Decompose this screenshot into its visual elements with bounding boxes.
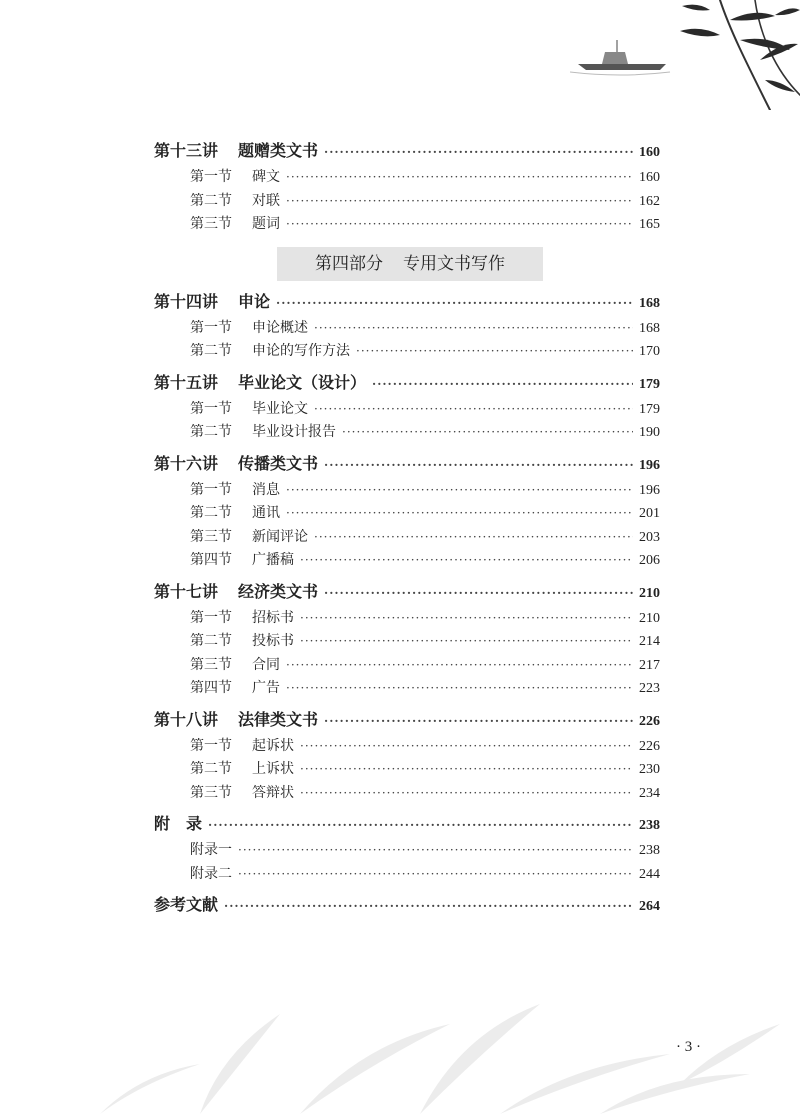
page-number: 160 [639, 170, 660, 185]
page-number: 196 [639, 457, 660, 473]
leader-dots [324, 137, 633, 167]
toc-section[interactable]: 第一节 招标书 ····· 210 [154, 607, 660, 631]
leader-dots [286, 190, 633, 214]
page-number: 206 [639, 553, 660, 568]
page-number: 168 [639, 295, 660, 311]
footer-page-number: · 3 · [676, 1039, 701, 1055]
toc-section[interactable]: 第二节 投标书 ····· 214 [154, 630, 660, 654]
page-number: 160 [639, 145, 660, 160]
toc-appendix[interactable] [154, 809, 660, 839]
page-number: 226 [639, 738, 660, 754]
leader-dots [286, 654, 633, 678]
page-number: 168 [639, 320, 660, 336]
table-of-contents [154, 132, 660, 920]
page-number: 190 [639, 425, 660, 440]
references-heading: 参考文献 [154, 895, 219, 914]
toc-section[interactable]: 第四节 广告 ····· 223 [154, 677, 660, 701]
leader-dots [300, 735, 633, 759]
toc-section[interactable]: 第一节 碑文 ····· 160 [154, 166, 660, 190]
part-heading-band [277, 247, 543, 281]
toc-lecture-17[interactable] [154, 577, 660, 607]
toc-lecture-16[interactable] [154, 449, 660, 479]
leader-dots [286, 213, 633, 237]
leader-dots [238, 839, 633, 863]
toc-section[interactable]: 第一节 起诉状 ····· 226 [154, 735, 660, 759]
leader-dots [300, 782, 633, 806]
leader-dots [314, 398, 633, 422]
leader-dots [208, 810, 633, 840]
toc-lecture-18[interactable] [154, 705, 660, 735]
toc-section[interactable]: 第一节 消息 ····· 196 [154, 479, 660, 503]
leader-dots [300, 758, 633, 782]
bamboo-boat-illustration-icon [570, 0, 800, 110]
toc-section[interactable]: 第四节 广播稿 ····· 206 [154, 549, 660, 573]
lecture-heading: 第十八讲 法律类文书 [154, 709, 319, 729]
leader-dots [286, 677, 633, 701]
page-number: 238 [639, 818, 660, 833]
toc-section[interactable]: 第三节 新闻评论 ····· 203 [154, 526, 660, 550]
toc-appendix-item[interactable]: 附录一 ····· 238 [154, 839, 660, 863]
leader-dots [314, 526, 633, 550]
page-number: 179 [639, 401, 660, 417]
lecture-heading: 第十三讲 题赠类文书 [154, 141, 319, 160]
leader-dots [324, 450, 633, 480]
page-number: 179 [639, 376, 660, 392]
toc-section[interactable]: 第一节 申论概述 ····· 168 [154, 317, 660, 341]
toc-appendix-item[interactable]: 附录二 ····· 244 [154, 863, 660, 887]
toc-section[interactable]: 第二节 上诉状 ····· 230 [154, 758, 660, 782]
toc-section[interactable]: 第一节 毕业论文 ····· 179 [154, 398, 660, 422]
page-number: 238 [639, 843, 660, 858]
leader-dots [286, 166, 633, 190]
page-number: 162 [639, 193, 660, 209]
page-number: 210 [639, 585, 660, 601]
page-number: 217 [639, 657, 660, 673]
toc-section[interactable]: 第二节 毕业设计报告 ····· 190 [154, 421, 660, 445]
page-number: 264 [639, 899, 660, 914]
leader-dots [238, 863, 633, 887]
toc-section[interactable]: 第三节 题词 ····· 165 [154, 213, 660, 237]
page-number: 214 [639, 634, 660, 649]
lecture-heading: 第十六讲 传播类文书 [154, 453, 319, 473]
page-number: 230 [639, 762, 660, 777]
toc-lecture-14[interactable] [154, 287, 660, 317]
page-number: 170 [639, 344, 660, 359]
leader-dots [342, 421, 633, 445]
leader-dots [286, 502, 633, 526]
leader-dots [356, 340, 633, 364]
leader-dots [224, 891, 633, 921]
page-number: 203 [639, 529, 660, 545]
lecture-heading: 第十七讲 经济类文书 [154, 581, 319, 601]
toc-section[interactable]: 第二节 申论的写作方法 ····· 170 [154, 340, 660, 364]
page-number: 196 [639, 482, 660, 498]
page-number: 244 [639, 866, 660, 882]
toc-section[interactable]: 第三节 答辩状 ····· 234 [154, 782, 660, 806]
leader-dots [286, 479, 633, 503]
lecture-heading: 第十五讲 毕业论文（设计） [154, 372, 367, 392]
toc-references[interactable] [154, 890, 660, 920]
toc-section[interactable]: 第二节 通讯 ····· 201 [154, 502, 660, 526]
leader-dots [314, 317, 633, 341]
leader-dots [372, 369, 633, 399]
toc-section[interactable]: 第三节 合同 ····· 217 [154, 654, 660, 678]
leader-dots [324, 578, 633, 608]
page-number: 201 [639, 506, 660, 521]
page-number: 210 [639, 610, 660, 626]
leader-dots [300, 549, 633, 573]
toc-lecture-15[interactable] [154, 368, 660, 398]
lecture-heading: 第十四讲 申论 [154, 291, 271, 311]
toc-section[interactable]: 第二节 对联 ····· 162 [154, 190, 660, 214]
page-number: 234 [639, 785, 660, 801]
part-title: 专用文书写作 [403, 253, 505, 274]
leader-dots [324, 706, 633, 736]
page-number: 226 [639, 713, 660, 729]
leader-dots [276, 288, 633, 318]
appendix-heading: 附 录 [154, 814, 203, 833]
page-number: 165 [639, 217, 660, 232]
part-number: 第四部分 [315, 253, 383, 274]
leader-dots [300, 630, 633, 654]
leader-dots [300, 607, 633, 631]
page-number: 223 [639, 681, 660, 696]
toc-lecture-13[interactable] [154, 136, 660, 166]
